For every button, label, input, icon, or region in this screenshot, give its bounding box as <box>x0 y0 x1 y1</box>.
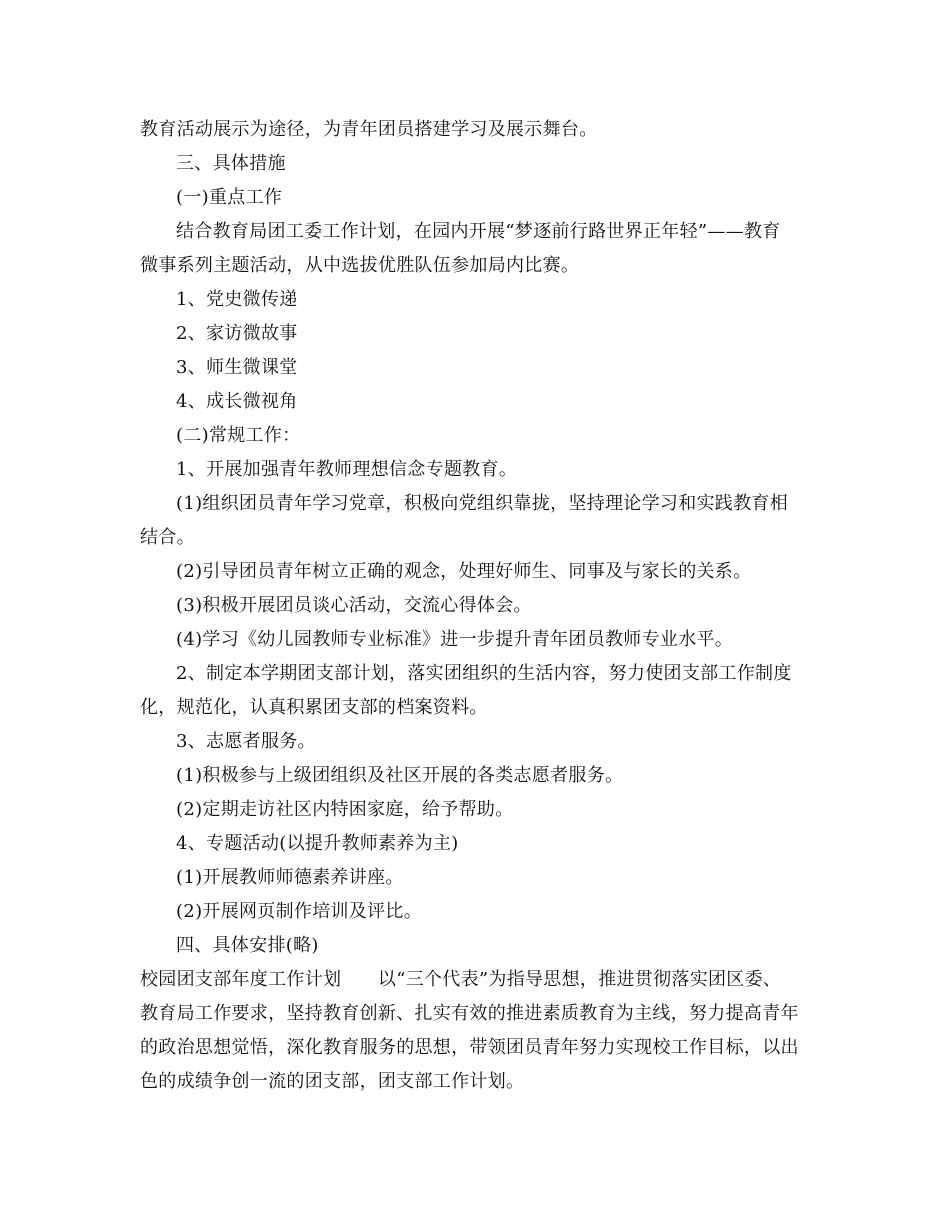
list-item: (1)开展教师师德素养讲座。 <box>176 867 404 888</box>
paragraph-line: 结合。 <box>140 527 195 548</box>
paragraph-line: 结合教育局团工委工作计划，在园内开展“梦逐前行路世界正年轻”——教育 <box>176 221 781 242</box>
list-item: 4、专题活动(以提升教师素养为主) <box>176 833 459 854</box>
section-heading: 四、具体安排(略) <box>176 935 319 956</box>
list-item: 3、志愿者服务。 <box>176 731 316 752</box>
list-item: 3、师生微课堂 <box>176 357 298 378</box>
list-item: 1、开展加强青年教师理想信念专题教育。 <box>176 459 518 480</box>
subsection-heading: (一)重点工作 <box>176 187 283 208</box>
paragraph-line: 的政治思想觉悟，深化教育服务的思想，带领团员青年努力实现校工作目标，以出 <box>140 1037 799 1058</box>
list-item: 1、党史微传递 <box>176 289 298 310</box>
list-item: (4)学习《幼儿园教师专业标准》进一步提升青年团员教师专业水平。 <box>176 629 734 650</box>
paragraph-line: 化，规范化，认真积累团支部的档案资料。 <box>140 697 488 718</box>
list-item: (1)组织团员青年学习党章，积极向党组织靠拢，坚持理论学习和实践教育相 <box>176 493 788 514</box>
list-item: (2)开展网页制作培训及评比。 <box>176 901 422 922</box>
paragraph-line: 教育局工作要求，坚持教育创新、扎实有效的推进素质教育为主线，努力提高青年 <box>140 1003 799 1024</box>
paragraph-line: 校园团支部年度工作计划 以“三个代表”为指导思想，推进贯彻落实团区委、 <box>140 969 782 990</box>
list-item: 4、成长微视角 <box>176 391 298 412</box>
list-item: (2)引导团员青年树立正确的观念，处理好师生、同事及与家长的关系。 <box>176 561 752 582</box>
paragraph-line: 微事系列主题活动，从中选拔优胜队伍参加局内比赛。 <box>140 255 580 276</box>
list-item: (3)积极开展团员谈心活动，交流心得体会。 <box>176 595 532 616</box>
list-item: 2、家访微故事 <box>176 323 298 344</box>
section-heading: 三、具体措施 <box>176 153 286 174</box>
paragraph-line: 教育活动展示为途径，为青年团员搭建学习及展示舞台。 <box>140 119 598 140</box>
list-item: 2、制定本学期团支部计划，落实团组织的生活内容，努力使团支部工作制度 <box>176 663 792 684</box>
paragraph-line: 色的成绩争创一流的团支部，团支部工作计划。 <box>140 1071 525 1092</box>
list-item: (1)积极参与上级团组织及社区开展的各类志愿者服务。 <box>176 765 624 786</box>
list-item: (2)定期走访社区内特困家庭，给予帮助。 <box>176 799 514 820</box>
subsection-heading: (二)常规工作： <box>176 425 301 446</box>
